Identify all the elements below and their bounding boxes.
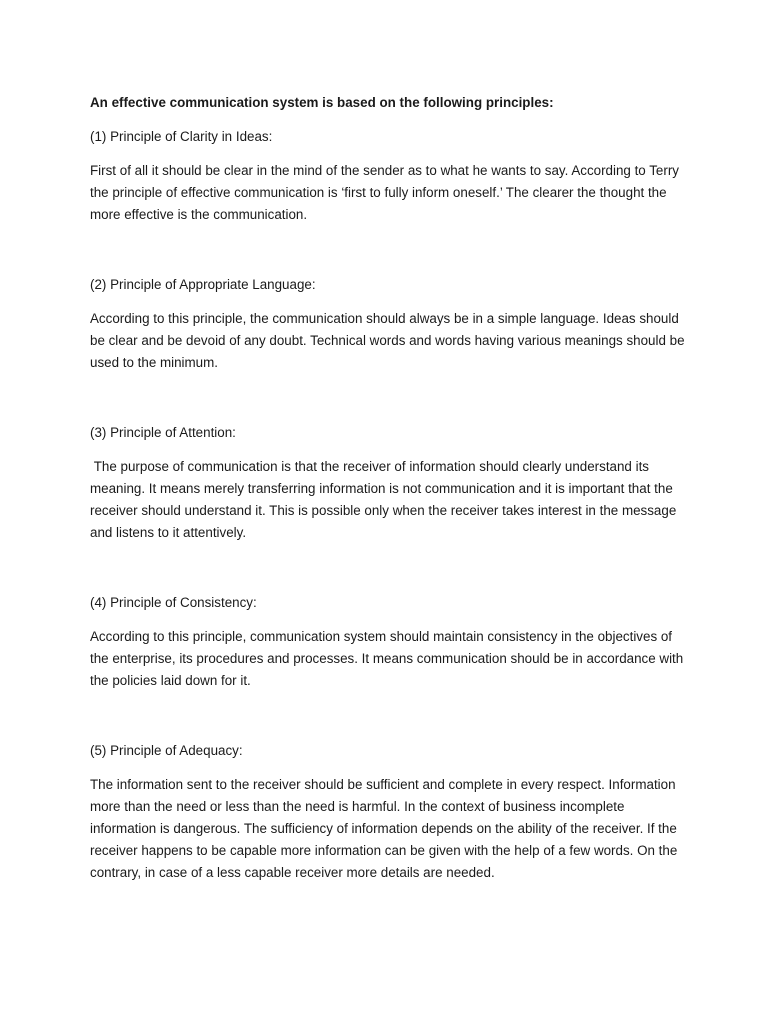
spacer bbox=[90, 226, 690, 274]
section-heading: (3) Principle of Attention: bbox=[90, 425, 236, 440]
section-heading: (1) Principle of Clarity in Ideas: bbox=[90, 129, 273, 144]
section-body: The purpose of communication is that the receiver of information should clearly understand its meaning. It means merely transferring information is not communication and it is important that the receiver should understand it. This is possible only when the receiver takes interest in the message and listens to it attentively. bbox=[90, 459, 681, 540]
section-attention bbox=[90, 422, 690, 592]
section-body: The information sent to the receiver should be sufficient and complete in every respect. Information more than the need or less than the need is harmful. In the context of business incomplete information is dangerous. The sufficiency of information depends on the ability of the receiver. If the receiver happens to be capable more information can be given with the help of a few words. On the contrary, in case of a less capable receiver more details are needed. bbox=[90, 777, 678, 880]
section-adequacy bbox=[90, 740, 690, 884]
section-consistency bbox=[90, 592, 690, 740]
section-body: First of all it should be clear in the mind of the sender as to what he wants to say. According to Terry the principle of effective communication is ‘first to fully inform oneself.’ The clearer the thought the more effective is the communication. bbox=[90, 163, 679, 222]
spacer bbox=[90, 692, 690, 740]
spacer bbox=[90, 374, 690, 422]
document-page bbox=[90, 92, 690, 884]
spacer bbox=[90, 544, 690, 592]
section-appropriate-language bbox=[90, 274, 690, 422]
section-body: According to this principle, the communication should always be in a simple language. Ideas should be clear and be devoid of any doubt. Technical words and words having various meanings should be used to the minimum. bbox=[90, 311, 685, 370]
section-heading: (4) Principle of Consistency: bbox=[90, 595, 257, 610]
section-heading: (2) Principle of Appropriate Language: bbox=[90, 277, 316, 292]
section-heading: (5) Principle of Adequacy: bbox=[90, 743, 243, 758]
document-intro: An effective communication system is based on the following principles: bbox=[90, 95, 554, 110]
section-body: According to this principle, communication system should maintain consistency in the objectives of the enterprise, its procedures and processes. It means communication should be in accordance with the policies laid down for it. bbox=[90, 629, 684, 688]
section-clarity bbox=[90, 126, 690, 274]
